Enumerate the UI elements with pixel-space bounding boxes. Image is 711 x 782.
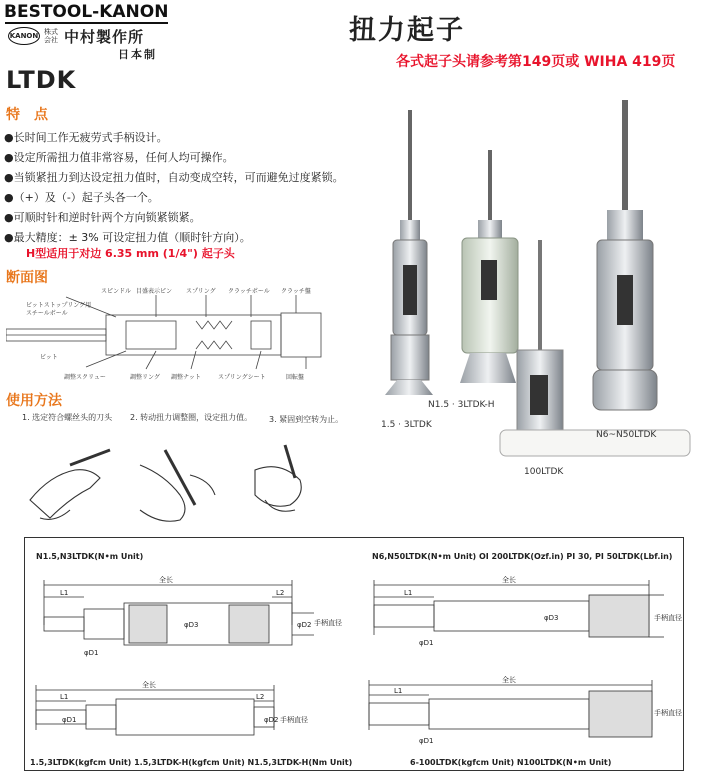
label-clutch-ball: クラッチボール xyxy=(228,288,270,295)
label-grip-dia-br: 手柄直径 xyxy=(654,709,682,717)
usage-step-2: 2. 转动扭力调整圈，设定扭力值。 xyxy=(130,413,253,422)
label-grip-dia-tr: 手柄直径 xyxy=(654,614,682,622)
label-d1-tr: φD1 xyxy=(419,639,434,647)
label-grip-dia-bl: 手柄直径 xyxy=(280,716,308,724)
company-name: 中村製作所 xyxy=(64,28,145,46)
brand-underline xyxy=(5,22,168,24)
label-d3-tr: φD3 xyxy=(544,614,559,622)
label-spring-seat: スプリングシート xyxy=(218,374,266,381)
feature-item: ●最大精度：± 3% 可设定扭力值（顺时针方向）。 xyxy=(4,231,251,244)
label-overall-length-tl: 全长 xyxy=(159,576,173,584)
tool-1-5-3ltdk xyxy=(385,110,433,395)
label-clutch-plate: クラッチ盤 xyxy=(281,288,311,295)
usage-step-1: 1. 选定符合螺丝头的刀头 xyxy=(22,413,113,422)
label-l1-br: L1 xyxy=(394,687,403,695)
label-steel-ball: スチールボール xyxy=(26,310,68,317)
label-adjust-nut: 調整ナット xyxy=(171,374,201,381)
label-d2-bl: φD2 xyxy=(264,716,279,724)
features-heading: 特 点 xyxy=(6,107,48,123)
label-spring: スプリング xyxy=(186,288,216,295)
made-in-label: 日本制 xyxy=(118,48,157,61)
label-overall-length-br: 全长 xyxy=(502,676,516,684)
feature-item: ●设定所需扭力值非常容易，任何人均可操作。 xyxy=(4,151,234,164)
label-spindle: スピンドル xyxy=(101,288,132,295)
tool-n6-n50ltdk xyxy=(593,100,657,410)
label-bit-stop-ring: ビットストップリング用 xyxy=(26,302,92,309)
label-grip-dia-tl: 手柄直径 xyxy=(314,619,342,627)
feature-item: ●长时间工作无疲劳式手柄设计。 xyxy=(4,131,168,144)
label-d3-tl: φD3 xyxy=(184,621,199,629)
caption-n6-n50ltdk: N6~N50LTDK xyxy=(596,430,657,440)
label-overall-length-bl: 全长 xyxy=(142,681,156,689)
section-view-heading: 断面图 xyxy=(6,270,48,286)
label-rotary-plate: 回転盤 xyxy=(286,374,305,381)
h-type-note: H型适用于对边 6.35 mm (1/4") 起子头 xyxy=(26,247,235,260)
dim-caption-bottom-left: 1.5,3LTDK(kgfcm Unit) 1.5,3LTDK-H(kgfcm Unit) N1.5,3LTDK-H(Nm Unit) xyxy=(30,758,353,767)
company-type: 株式会社 xyxy=(44,28,58,44)
dim-title-top-right: N6,N50LTDK(N•m Unit) OI 200LTDK(Ozf.in) PI 30, PI 50LTDK(Lbf.in) xyxy=(372,552,673,561)
reference-note: 各式起子头请参考第149页或 WIHA 419页 xyxy=(396,54,676,70)
feature-item: ●当锁紧扭力到达设定扭力值时，自动变成空转，可而避免过度紧锁。 xyxy=(4,171,344,184)
label-d1-bl: φD1 xyxy=(62,716,77,724)
feature-item: ●可顺时针和逆时针两个方向锁紧锁紧。 xyxy=(4,211,201,224)
label-d2-tl: φD2 xyxy=(297,621,312,629)
tool-n1-5-3ltdk-h xyxy=(460,150,518,383)
brand-name: BESTOOL-KANON xyxy=(4,2,169,22)
label-l2-tl: L2 xyxy=(276,589,285,597)
caption-100ltdk: 100LTDK xyxy=(524,467,564,477)
label-adjust-ring: 調整リング xyxy=(130,374,160,381)
label-l1-tl: L1 xyxy=(60,589,69,597)
page-title: 扭力起子 xyxy=(349,15,465,46)
label-d1-tl: φD1 xyxy=(84,649,99,657)
dim-title-top-left: N1.5,N3LTDK(N•m Unit) xyxy=(36,552,144,561)
tool-100ltdk xyxy=(500,240,690,456)
usage-step-3: 3. 紧固到空转为止。 xyxy=(269,415,344,424)
section-drawing xyxy=(6,285,336,385)
label-l2-bl: L2 xyxy=(256,693,265,701)
usage-heading: 使用方法 xyxy=(6,393,62,409)
feature-list xyxy=(4,128,344,248)
label-scale-pin: 目盛表示ピン xyxy=(136,288,173,295)
model-name: LTDK xyxy=(6,66,77,94)
label-d1-br: φD1 xyxy=(419,737,434,745)
label-l1-bl: L1 xyxy=(60,693,69,701)
label-bit: ビット xyxy=(40,354,58,361)
label-overall-length-tr: 全长 xyxy=(502,576,516,584)
feature-item: ●（+）及（-）起子头各一个。 xyxy=(4,191,159,204)
kanon-logo: KANON xyxy=(8,27,40,45)
dim-caption-bottom-right: 6-100LTDK(kgfcm Unit) N100LTDK(N•m Unit) xyxy=(410,758,612,767)
caption-1-5-3ltdk: 1.5 · 3LTDK xyxy=(381,420,432,430)
dimension-drawings xyxy=(24,565,682,755)
usage-illustrations xyxy=(20,430,360,530)
caption-n1-5-3ltdk-h: N1.5 · 3LTDK-H xyxy=(428,400,495,410)
label-l1-tr: L1 xyxy=(404,589,413,597)
label-adjust-screw: 調整スクリュー xyxy=(64,374,106,381)
